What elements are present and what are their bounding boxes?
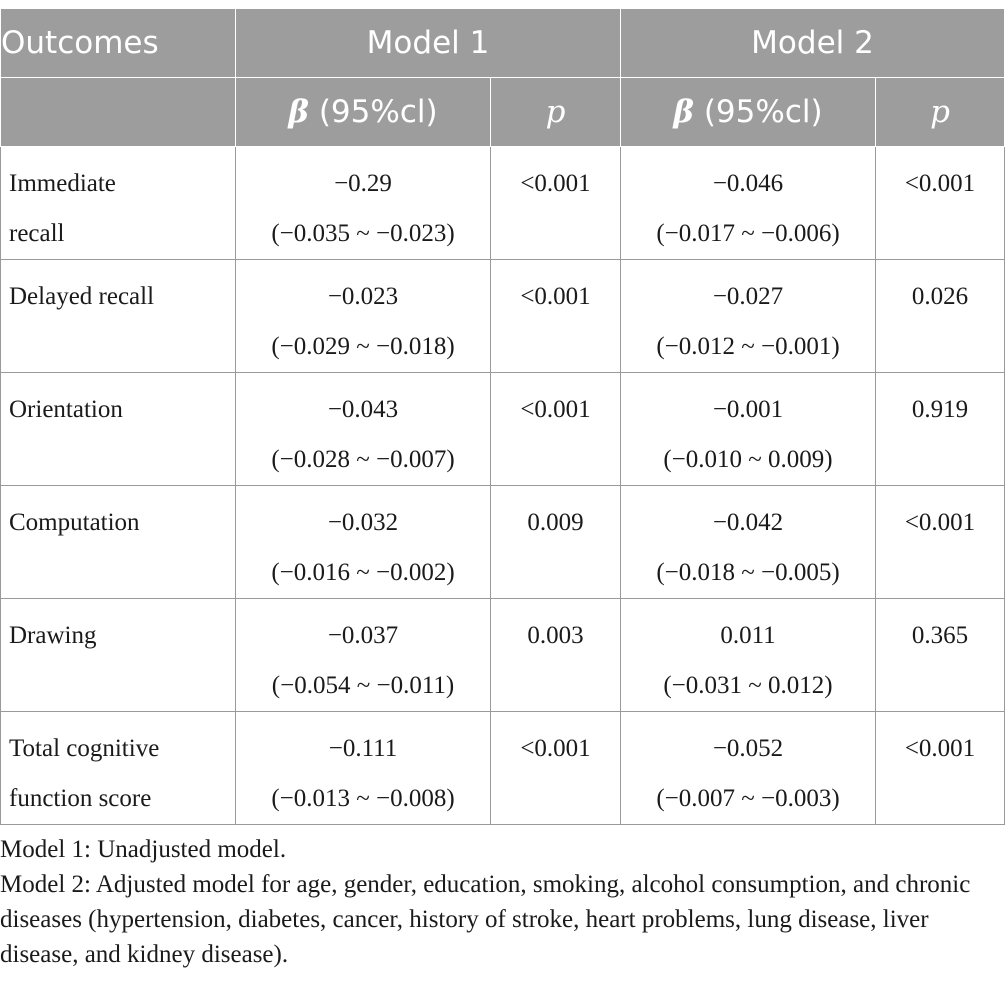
table-footnotes xyxy=(0,832,1000,972)
footnote-model-1: Model 1: Unadjusted model. xyxy=(0,836,287,863)
outcome-cell: Orientation xyxy=(1,373,236,486)
model1-beta-cell: −0.043 (−0.028 ~ −0.007) xyxy=(236,373,491,486)
model2-beta-cell: −0.042 (−0.018 ~ −0.005) xyxy=(621,486,876,599)
regression-table xyxy=(0,8,1005,825)
header-row-stats xyxy=(1,78,1005,147)
model1-p-cell: <0.001 xyxy=(491,712,621,825)
outcome-cell: Total cognitive function score xyxy=(1,712,236,825)
model2-p-cell: 0.919 xyxy=(876,373,1005,486)
header-model-1: Model 1 xyxy=(236,9,621,78)
model2-beta-cell: −0.027 (−0.012 ~ −0.001) xyxy=(621,260,876,373)
model1-beta-cell: −0.037 (−0.054 ~ −0.011) xyxy=(236,599,491,712)
outcome-cell: Delayed recall xyxy=(1,260,236,373)
table-row xyxy=(1,260,1005,373)
header-m2-p xyxy=(876,78,1005,147)
model1-beta-cell: −0.032 (−0.016 ~ −0.002) xyxy=(236,486,491,599)
table-row xyxy=(1,712,1005,825)
model2-p-cell: 0.026 xyxy=(876,260,1005,373)
table-row xyxy=(1,486,1005,599)
header-empty xyxy=(1,78,236,147)
table-row xyxy=(1,599,1005,712)
model2-beta-cell: 0.011 (−0.031 ~ 0.012) xyxy=(621,599,876,712)
p-label: p xyxy=(545,94,566,130)
model2-beta-cell: −0.001 (−0.010 ~ 0.009) xyxy=(621,373,876,486)
model1-p-cell: <0.001 xyxy=(491,373,621,486)
header-model-2: Model 2 xyxy=(621,9,1005,78)
footnote-model-2: Model 2: Adjusted model for age, gender, education, smoking, alcohol consumption, and chronic diseases (hypertension, diabetes, cancer, history of stroke, heart problems, lung disease, liver disease, and kidney disease). xyxy=(0,871,971,968)
model1-p-cell: 0.009 xyxy=(491,486,621,599)
table-row xyxy=(1,147,1005,260)
header-m1-beta xyxy=(236,78,491,147)
beta-symbol: β xyxy=(288,94,309,130)
model1-p-cell: <0.001 xyxy=(491,260,621,373)
p-label: p xyxy=(930,94,950,130)
beta-symbol: β xyxy=(673,94,694,130)
model1-beta-cell: −0.111 (−0.013 ~ −0.008) xyxy=(236,712,491,825)
model2-p-cell: <0.001 xyxy=(876,486,1005,599)
header-m1-p xyxy=(491,78,621,147)
header-m2-beta xyxy=(621,78,876,147)
ci-label: (95%cl) xyxy=(308,94,438,130)
table-row xyxy=(1,373,1005,486)
model2-p-cell: 0.365 xyxy=(876,599,1005,712)
outcome-cell: Drawing xyxy=(1,599,236,712)
model1-beta-cell: −0.29 (−0.035 ~ −0.023) xyxy=(236,147,491,260)
model2-p-cell: <0.001 xyxy=(876,147,1005,260)
outcome-cell: Computation xyxy=(1,486,236,599)
model2-p-cell: <0.001 xyxy=(876,712,1005,825)
header-row-models xyxy=(1,9,1005,78)
model2-beta-cell: −0.052 (−0.007 ~ −0.003) xyxy=(621,712,876,825)
model1-p-cell: <0.001 xyxy=(491,147,621,260)
outcome-cell: Immediate recall xyxy=(1,147,236,260)
header-outcomes: Outcomes xyxy=(1,9,236,78)
model2-beta-cell: −0.046 (−0.017 ~ −0.006) xyxy=(621,147,876,260)
ci-label: (95%cl) xyxy=(693,94,823,130)
model1-beta-cell: −0.023 (−0.029 ~ −0.018) xyxy=(236,260,491,373)
model1-p-cell: 0.003 xyxy=(491,599,621,712)
